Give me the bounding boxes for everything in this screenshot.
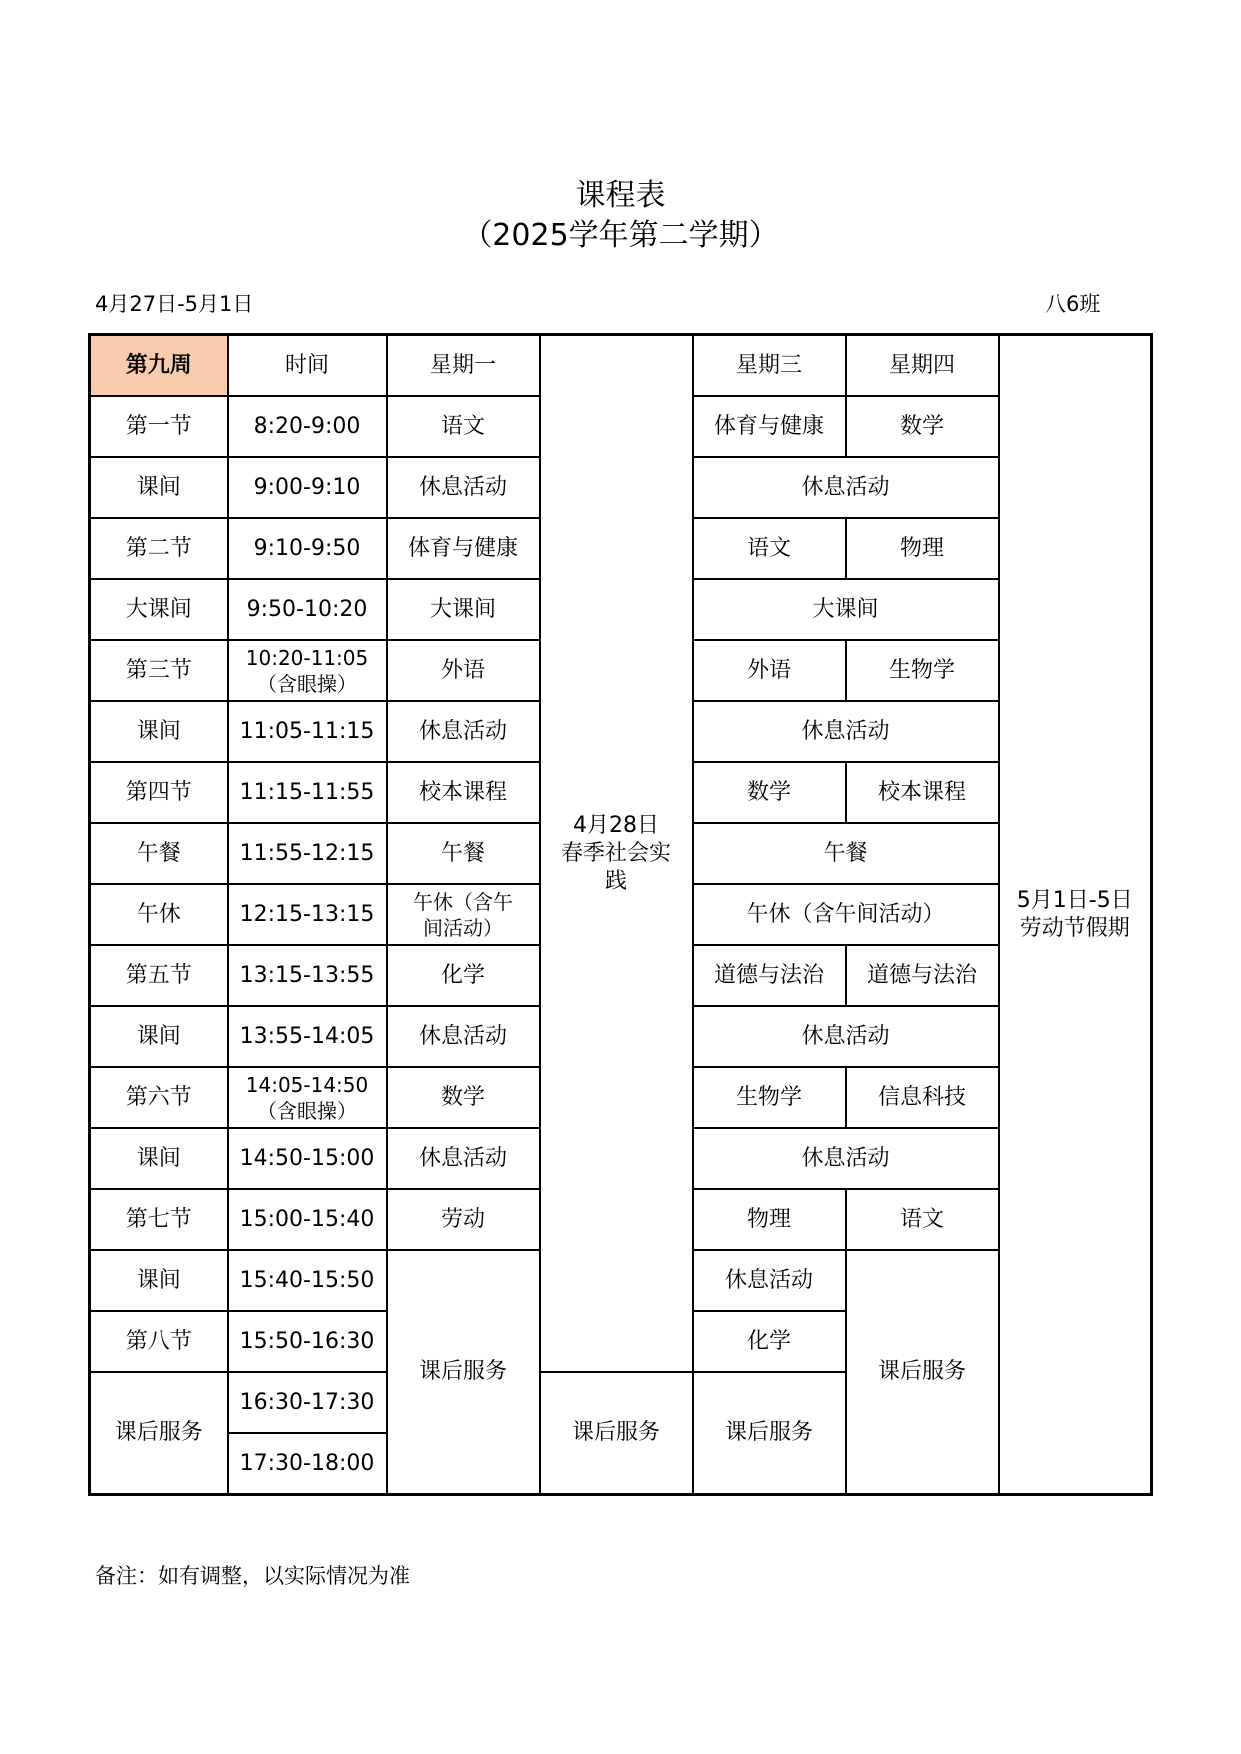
period-label [90,701,228,762]
monday-cell [387,518,540,579]
header-row [90,335,1152,397]
thursday-cell [846,1189,999,1250]
period-label-text: 课间 [136,1267,181,1293]
monday-cell-text: 午餐 [440,840,485,866]
tuesday-spring-practice-text: 春季社会实 [560,840,671,866]
monday-cell-text: 休息活动 [418,1023,507,1049]
wed-thu-merged-cell-text: 午休（含午间活动） [746,901,945,927]
wednesday-cell [693,1311,846,1372]
time-cell [228,579,387,640]
monday-cell-text: 休息活动 [418,1145,507,1171]
monday-cell [387,1006,540,1067]
time-cell [228,1067,387,1128]
period-label-text: 第八节 [125,1328,192,1354]
friday-labor-day-holiday-text: 劳动节假期 [1019,915,1130,941]
time-cell-text: 13:55-14:05 [239,1023,375,1049]
time-cell [228,640,387,701]
wednesday-cell-text: 化学 [746,1328,791,1354]
wed-thu-merged-cell-text: 休息活动 [801,474,890,500]
wednesday-after-school [693,1372,846,1495]
period-label-text: 午休 [136,901,181,927]
time-cell [228,457,387,518]
monday-cell [387,884,540,945]
monday-cell [387,457,540,518]
tuesday-after-school-text: 课后服务 [571,1420,660,1445]
period-label-text: 课间 [136,1023,181,1049]
period-label [90,1006,228,1067]
monday-cell [387,1189,540,1250]
thursday-cell-text: 生物学 [888,657,955,683]
wed-thu-merged-cell-text: 休息活动 [801,718,890,744]
wed-thu-merged-cell [693,457,999,518]
time-cell-text: 9:10-9:50 [253,535,361,561]
time-cell [228,701,387,762]
time-cell-text: 13:15-13:55 [239,962,375,988]
period-label-after-school-text: 课后服务 [114,1420,203,1445]
period-label-text: 第四节 [125,779,192,805]
page-title: 课程表 [575,178,666,213]
wednesday-after-school-text: 课后服务 [724,1420,813,1445]
remark-note: 备注：如有调整，以实际情况为准 [95,1564,410,1588]
time-cell [228,762,387,823]
period-label [90,518,228,579]
thursday-cell [846,945,999,1006]
wed-thu-merged-cell-text: 休息活动 [801,1023,890,1049]
period-label [90,762,228,823]
wednesday-cell [693,396,846,457]
date-range: 4月27日-5月1日 [95,292,254,316]
wednesday-cell [693,640,846,701]
schedule-table [88,333,1153,1496]
period-label-text: 大课间 [125,596,192,622]
monday-cell [387,823,540,884]
wed-thu-merged-cell [693,701,999,762]
monday-after-school [387,1250,540,1495]
monday-cell [387,579,540,640]
wednesday-cell-text: 道德与法治 [713,962,824,988]
period-label [90,579,228,640]
period-label [90,945,228,1006]
thursday-cell [846,762,999,823]
friday-labor-day-holiday [999,335,1152,1495]
monday-cell [387,1128,540,1189]
wednesday-cell-text: 生物学 [735,1084,802,1110]
thursday-cell [846,1067,999,1128]
wednesday-cell-text: 数学 [746,779,791,805]
time-cell-text: 11:55-12:15 [239,840,375,866]
friday-labor-day-holiday-text: 5月1日-5日 [1016,887,1133,913]
monday-cell-text: 体育与健康 [407,535,518,561]
thursday-cell [846,518,999,579]
time-cell [228,1250,387,1311]
tuesday-spring-practice-text: 4月28日 [573,812,659,838]
wednesday-cell-text: 物理 [746,1206,791,1232]
period-label [90,457,228,518]
class-name: 八6班 [1045,292,1101,316]
period-label [90,396,228,457]
wed-thu-merged-cell [693,1128,999,1189]
period-label-after-school [90,1372,228,1495]
time-cell-text: 11:15-11:55 [239,779,375,805]
time-cell [228,1433,387,1495]
thursday-cell-text: 信息科技 [877,1084,966,1110]
tuesday-after-school [540,1372,693,1495]
time-cell-text: 15:50-16:30 [239,1328,375,1354]
header-time [228,335,387,397]
wednesday-cell [693,518,846,579]
period-label-text: 第二节 [125,535,192,561]
time-cell-text: 8:20-9:00 [253,413,361,439]
wed-thu-merged-cell [693,1006,999,1067]
wednesday-cell [693,1189,846,1250]
tuesday-spring-practice [540,335,693,1373]
time-cell-text: 17:30-18:00 [239,1450,375,1476]
monday-cell-text: 化学 [440,962,485,988]
time-cell [228,1311,387,1372]
header-monday [387,335,540,397]
header-wednesday-text: 星期三 [735,352,802,378]
thursday-cell [846,396,999,457]
tuesday-spring-practice-text: 践 [604,868,627,894]
wednesday-cell-text: 休息活动 [724,1267,813,1293]
wed-thu-merged-cell-text: 休息活动 [801,1145,890,1171]
thursday-after-school-text: 课后服务 [877,1359,966,1384]
monday-after-school-text: 课后服务 [418,1359,507,1384]
time-cell-text: 9:50-10:20 [246,596,368,622]
monday-cell-text: 外语 [440,657,485,683]
time-cell [228,823,387,884]
monday-cell-text: 休息活动 [418,718,507,744]
monday-cell [387,1067,540,1128]
period-label [90,884,228,945]
period-label [90,1311,228,1372]
monday-cell-text: 数学 [440,1084,485,1110]
thursday-cell [846,640,999,701]
wednesday-cell [693,945,846,1006]
wed-thu-merged-cell [693,823,999,884]
wed-thu-merged-cell-text: 大课间 [812,596,879,622]
time-cell-text: 9:00-9:10 [253,474,361,500]
time-cell [228,1128,387,1189]
monday-cell-text: 间活动） [423,915,503,940]
period-label-text: 午餐 [136,840,181,866]
period-label-text: 第三节 [125,657,192,683]
monday-cell [387,701,540,762]
time-cell [228,1006,387,1067]
period-label [90,1128,228,1189]
wed-thu-merged-cell [693,884,999,945]
wed-thu-merged-cell [693,579,999,640]
monday-cell [387,945,540,1006]
time-cell-text: 12:15-13:15 [239,901,375,927]
time-cell-text: 14:50-15:00 [239,1145,375,1171]
thursday-cell-text: 语文 [899,1206,944,1232]
period-label-text: 第六节 [125,1084,192,1110]
monday-cell-text: 午休（含午 [413,889,513,914]
time-cell-text: 14:05-14:50 [245,1072,369,1097]
period-label-text: 课间 [136,1145,181,1171]
period-label-text: 课间 [136,474,181,500]
time-cell [228,396,387,457]
monday-cell [387,762,540,823]
time-cell-text: 15:40-15:50 [239,1267,375,1293]
thursday-cell-text: 物理 [899,535,944,561]
time-cell [228,1372,387,1433]
header-wednesday [693,335,846,397]
wednesday-cell-text: 外语 [746,657,791,683]
period-label-text: 第七节 [125,1206,192,1232]
time-cell-text: 11:05-11:15 [239,718,375,744]
wed-thu-merged-cell-text: 午餐 [823,840,868,866]
monday-cell [387,640,540,701]
period-label-text: 第五节 [125,962,192,988]
wednesday-cell-text: 体育与健康 [713,413,824,439]
wednesday-cell [693,762,846,823]
header-time-text: 时间 [284,352,329,378]
time-cell [228,518,387,579]
time-cell [228,884,387,945]
time-cell [228,1189,387,1250]
time-cell-text: （含眼操） [257,671,357,696]
thursday-after-school [846,1250,999,1495]
monday-cell-text: 语文 [440,413,485,439]
header-week [90,335,228,397]
period-label [90,640,228,701]
period-label [90,1189,228,1250]
monday-cell [387,396,540,457]
time-cell-text: 16:30-17:30 [239,1389,375,1415]
time-cell [228,945,387,1006]
period-label-text: 课间 [136,718,181,744]
wednesday-cell [693,1067,846,1128]
header-thursday-text: 星期四 [888,352,955,378]
monday-cell-text: 校本课程 [418,779,507,805]
header-thursday [846,335,999,397]
header-week-text: 第九周 [125,352,192,378]
monday-cell-text: 休息活动 [418,474,507,500]
period-label [90,1250,228,1311]
period-label [90,823,228,884]
monday-cell-text: 大课间 [429,596,496,622]
time-cell-text: （含眼操） [257,1098,357,1123]
page-subtitle: （2025学年第二学期） [462,218,779,253]
thursday-cell-text: 校本课程 [877,779,966,805]
header-monday-text: 星期一 [429,352,496,378]
time-cell-text: 15:00-15:40 [239,1206,375,1232]
monday-cell-text: 劳动 [440,1206,485,1232]
period-label-text: 第一节 [125,413,192,439]
thursday-cell-text: 道德与法治 [866,962,977,988]
thursday-cell-text: 数学 [899,413,944,439]
wednesday-cell-text: 语文 [746,535,791,561]
time-cell-text: 10:20-11:05 [245,645,369,670]
period-label [90,1067,228,1128]
wednesday-cell [693,1250,846,1311]
